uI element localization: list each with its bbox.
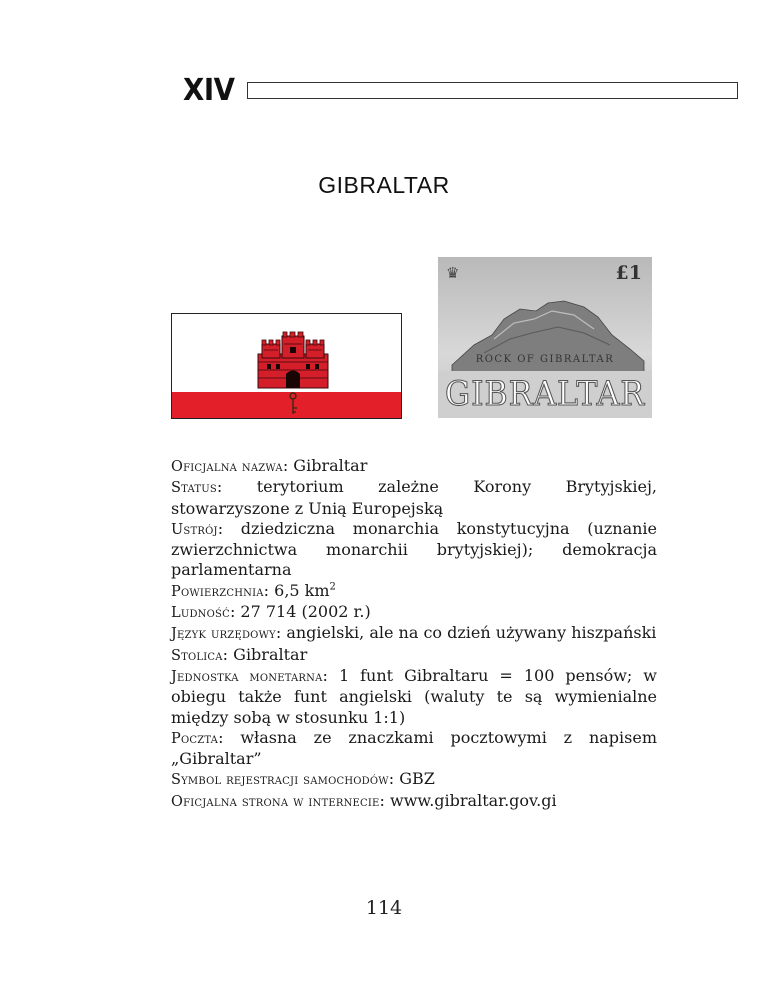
fact-value: 1 funt Gibraltaru = 100 pensów; w obiegu także funt angielski (waluty te są wymienialne między sobą w stosunku 1:1) <box>171 665 657 727</box>
fact-value: angielski, ale na co dzień używany hiszpański <box>286 623 657 643</box>
stamp-denomination: £1 <box>615 262 642 284</box>
page-title: GIBRALTAR <box>318 172 450 198</box>
chapter-number: XIV <box>183 73 235 108</box>
fact-label: Status <box>171 480 217 497</box>
fact-population: Ludność: 27 714 (2002 r.) <box>171 602 371 622</box>
fact-label: Stolica <box>171 647 223 664</box>
fact-label: Ludność <box>171 605 230 622</box>
fact-post: Poczta: własna ze znaczkami pocztowymi z napisem „Gibraltar” <box>171 727 658 769</box>
fact-official-name: Oficjalna nazwa: Gibraltar <box>171 456 368 475</box>
fact-official-language: Język urzędowy: angielski, ale na co dzień używany hiszpański <box>171 623 657 643</box>
fact-label: Poczta <box>171 730 219 747</box>
fact-value: Gibraltar <box>293 456 368 475</box>
fact-superscript: 2 <box>329 581 336 593</box>
fact-political-system: Ustrój: dziedziczna monarchia konstytucyjna (uznanie zwierzchnictwa monarchii brytyjskiej); demokracja parlamentarna <box>171 518 657 580</box>
fact-area: Powierzchnia: 6,5 $km^2$ <box>171 580 336 600</box>
fact-capital: Stolica: Gibraltar <box>171 644 308 664</box>
flag-red-band <box>172 392 402 419</box>
fact-value: 6,5 km <box>274 580 330 600</box>
stamp-country-name: GIBRALTAR <box>445 374 646 414</box>
fact-label: Oficjalna nazwa <box>171 459 283 475</box>
fact-status: Status: terytorium zależne Korony Brytyjskiej, stowarzyszone z Unią Europejską <box>171 477 657 518</box>
postage-stamp <box>434 253 656 422</box>
chapter-header-bar <box>247 82 738 99</box>
country-facts <box>171 456 657 812</box>
fact-value: www.gibraltar.gov.gi <box>390 790 557 810</box>
stamp-graphic <box>434 253 656 422</box>
fact-official-website: Oficjalna strona w internecie: www.gibraltar.gov.gi <box>171 790 557 810</box>
gibraltar-flag <box>171 313 402 419</box>
fact-currency: Jednostka monetarna: 1 funt Gibraltaru = 100 pensów; w obiegu także funt angielski (waluty te są wymienialne między sobą w stosunku 1:1) <box>171 665 657 727</box>
fact-vehicle-code: Symbol rejestracji samochodów: GBZ <box>171 769 435 789</box>
fact-value: GBZ <box>399 769 435 789</box>
fact-value: dziedziczna monarchia konstytucyjna (uznanie zwierzchnictwa monarchii brytyjskiej); demokracja parlamentarna <box>171 518 657 580</box>
page-number: 114 <box>365 897 403 919</box>
fact-value: terytorium zależne Korony Brytyjskiej, stowarzyszone z Unią Europejską <box>171 477 657 518</box>
fact-label: Oficjalna strona w internecie <box>171 793 380 810</box>
fact-label: Jednostka monetarna <box>171 668 323 685</box>
fact-label: Język urzędowy <box>171 626 276 643</box>
fact-label: Ustrój <box>171 521 218 538</box>
stamp-subtitle: ROCK OF GIBRALTAR <box>475 354 615 365</box>
fact-value: własna ze znaczkami pocztowymi z napisem „Gibraltar” <box>171 727 658 769</box>
fact-label: Symbol rejestracji samochodów <box>171 772 389 789</box>
stamp-crown-icon: ♛ <box>446 264 460 282</box>
fact-value: 27 714 (2002 r.) <box>240 602 371 622</box>
fact-label: Powierzchnia <box>171 583 264 600</box>
fact-value: Gibraltar <box>233 644 308 664</box>
flag-graphic <box>172 314 402 419</box>
